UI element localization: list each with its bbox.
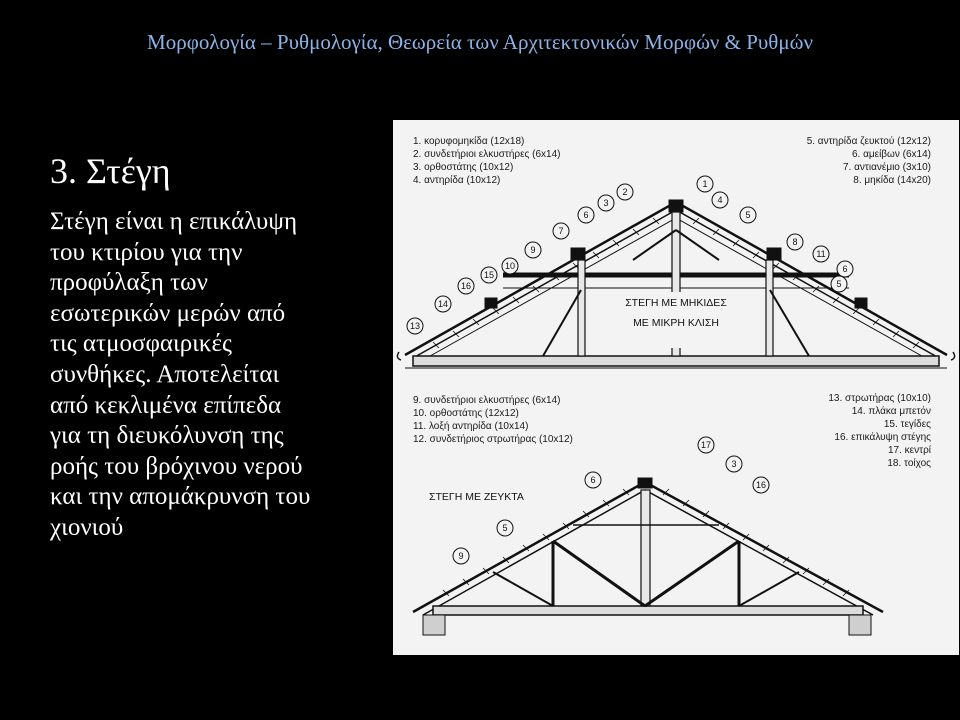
slide-body-text xyxy=(50,207,390,544)
body-line: προφύλαξη των xyxy=(50,269,208,297)
legend-item: 13. στρωτήρας (10x10) xyxy=(828,393,931,404)
top-drawing-caption: ΣΤΕΓΗ ΜΕ ΜΗΚΙΔΕΣ xyxy=(625,297,727,309)
top-legend xyxy=(413,135,931,186)
body-line: εσωτερικών μερών από xyxy=(50,299,286,327)
body-line: χιονιού xyxy=(50,513,124,541)
marker-number: 5 xyxy=(502,523,508,533)
legend-item: 7. αντιανέμιο (3x10) xyxy=(843,162,931,173)
legend-item: 11. λοξή αντηρίδα (10x14) xyxy=(413,421,529,432)
body-line: από κεκλιμένα επίπεδα xyxy=(50,391,282,419)
roof-diagram-svg xyxy=(393,120,959,655)
legend-item: 15. τεγίδες xyxy=(883,419,931,430)
presentation-header: Μορφολογία – Ρυθμολογία, Θεωρεία των Αρχιτεκτονικών Μορφών & Ρυθμών xyxy=(147,30,813,54)
legend-item: 4. αντηρίδα (10x12) xyxy=(413,175,501,186)
body-line: τις ατμοσφαιρικές xyxy=(50,330,232,358)
marker-number: 6 xyxy=(842,264,848,274)
top-drawing-caption: ΜΕ ΜΙΚΡΗ ΚΛΙΣΗ xyxy=(633,317,719,329)
marker-number: 5 xyxy=(836,279,842,289)
legend-item: 18. τοίχος xyxy=(887,458,931,469)
marker-number: 9 xyxy=(458,551,464,561)
marker-number: 9 xyxy=(530,245,536,255)
legend-item: 1. κορυφομηκίδα (12x18) xyxy=(413,136,525,147)
marker-number: 3 xyxy=(731,459,737,469)
marker-number: 6 xyxy=(590,475,596,485)
legend-item: 2. συνδετήριοι ελκυστήρες (6x14) xyxy=(413,149,561,160)
legend-item: 12. συνδετήριος στρωτήρας (10x12) xyxy=(413,434,573,445)
marker-number: 17 xyxy=(700,440,712,450)
body-line: και την απομάκρυνση του xyxy=(50,483,311,511)
marker-number: 14 xyxy=(437,299,449,309)
body-line: για τη διευκόλυνση της xyxy=(50,422,284,450)
marker-number: 1 xyxy=(702,179,708,189)
marker-number: 16 xyxy=(755,480,767,490)
legend-item: 3. ορθοστάτης (10x12) xyxy=(413,162,514,173)
roof-structure-figure xyxy=(393,120,959,655)
legend-item: 14. πλάκα μπετόν xyxy=(851,406,931,417)
body-line: συνθήκες. Αποτελείται xyxy=(50,360,280,388)
legend-item: 5. αντηρίδα ζευκτού (12x12) xyxy=(806,136,931,147)
body-line: του κτιρίου για την xyxy=(50,238,243,266)
marker-number: 8 xyxy=(792,237,798,247)
bottom-legend xyxy=(413,392,932,469)
marker-number: 16 xyxy=(460,281,472,291)
legend-item: 6. αμείβων (6x14) xyxy=(851,149,931,160)
body-line: ροής του βρόχινου νερού xyxy=(50,452,303,480)
roof-with-purlins-drawing xyxy=(397,200,954,368)
marker-number: 15 xyxy=(483,270,495,280)
marker-number: 3 xyxy=(603,198,609,208)
body-line: Στέγη είναι η επικάλυψη xyxy=(50,208,298,235)
marker-number: 5 xyxy=(745,210,751,220)
slide-title: 3. Στέγη xyxy=(50,151,171,191)
marker-number: 6 xyxy=(583,210,589,220)
legend-item: 8. μηκίδα (14x20) xyxy=(853,175,931,186)
marker-number: 2 xyxy=(622,187,628,197)
marker-number: 7 xyxy=(558,226,564,236)
marker-number: 10 xyxy=(504,261,516,271)
marker-number: 4 xyxy=(717,195,723,205)
legend-item: 17. κεντρί xyxy=(888,445,931,456)
bottom-drawing-caption: ΣΤΕΓΗ ΜΕ ΖΕΥΚΤΑ xyxy=(429,491,524,503)
legend-item: 10. ορθοστάτης (12x12) xyxy=(413,408,519,419)
legend-item: 9. συνδετήριοι ελκυστήρες (6x14) xyxy=(413,395,561,406)
marker-number: 13 xyxy=(409,321,421,331)
marker-number: 11 xyxy=(816,249,826,259)
legend-item: 16. επικάλυψη στέγης xyxy=(834,432,931,443)
